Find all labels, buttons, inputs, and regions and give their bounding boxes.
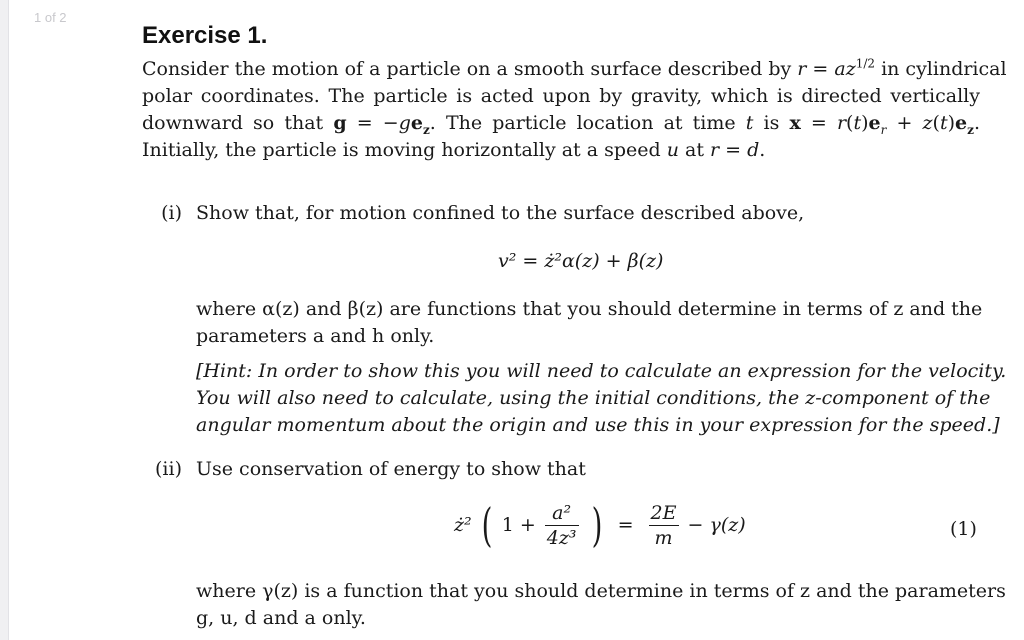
eq-fraction-a2-4z3 — [545, 501, 579, 550]
part-i-where — [196, 296, 983, 350]
part-i-label: (i) — [161, 202, 182, 224]
eq-fraction-2e-m — [649, 501, 679, 550]
intro-line-1: Consider the motion of a particle on a smooth surface described by $r = az^{1/2}$ in cylindrical — [142, 56, 1007, 80]
eq-gamma-term: − γ(z) — [687, 514, 746, 536]
part-ii-lead: Use conservation of energy to show that — [196, 458, 586, 480]
part-ii-where — [196, 578, 1006, 632]
part-ii — [142, 456, 982, 483]
part-i-hint — [196, 358, 1007, 439]
part-i-lead: Show that, for motion confined to the surface described above, — [196, 202, 805, 224]
part-ii-where-line-2: g, u, d and a only. — [196, 607, 366, 629]
part-i — [142, 200, 982, 227]
eq-frac1-denominator: 4z³ — [546, 526, 577, 549]
part-ii-label: (ii) — [155, 458, 182, 480]
eq-frac2-numerator: 2E — [650, 501, 677, 524]
eq-frac2-denominator: m — [654, 526, 673, 549]
viewer-left-edge — [0, 0, 9, 640]
hint-line-2: You will also need to calculate, using the initial conditions, the z-component of the — [196, 387, 991, 409]
hint-line-3: angular momentum about the origin and use this in your expression for the speed.] — [196, 414, 1000, 436]
exercise-intro — [142, 56, 1007, 164]
eq-left-paren: ( — [481, 498, 493, 552]
intro-line-4: Initially, the particle is moving horizontally at a speed u at r = d. — [142, 139, 766, 161]
page-indicator: 1 of 2 — [34, 10, 67, 25]
exercise-title: Exercise 1. — [142, 22, 268, 49]
equation-number: (1) — [950, 518, 977, 540]
eq-right-paren: ) — [591, 498, 602, 552]
eq-frac1-numerator: a² — [545, 501, 579, 526]
part-ii-where-line-1: where γ(z) is a function that you should determine in terms of z and the parameters — [196, 580, 1006, 602]
intro-line-2: polar coordinates. The particle is acted upon by gravity, which is directed vertically — [142, 85, 980, 107]
hint-line-1: [Hint: In order to show this you will need to calculate an expression for the velocity. — [196, 360, 1007, 382]
part-ii-equation — [454, 500, 746, 560]
part-i-where-line-1: where α(z) and β(z) are functions that you should determine in terms of z and the — [196, 298, 983, 320]
part-i-equation: v² = ż²α(z) + β(z) — [498, 250, 664, 272]
eq-one-plus: 1 + — [501, 514, 536, 536]
intro-line-3: downward so that $g = -ge_z$. The particle location at time t is $x = r(t)e_r + z(t)e_z$. — [142, 112, 980, 137]
eq-equals: = — [617, 514, 634, 536]
eq-zdot-squared: ż² — [454, 514, 472, 536]
part-i-where-line-2: parameters a and h only. — [196, 325, 435, 347]
